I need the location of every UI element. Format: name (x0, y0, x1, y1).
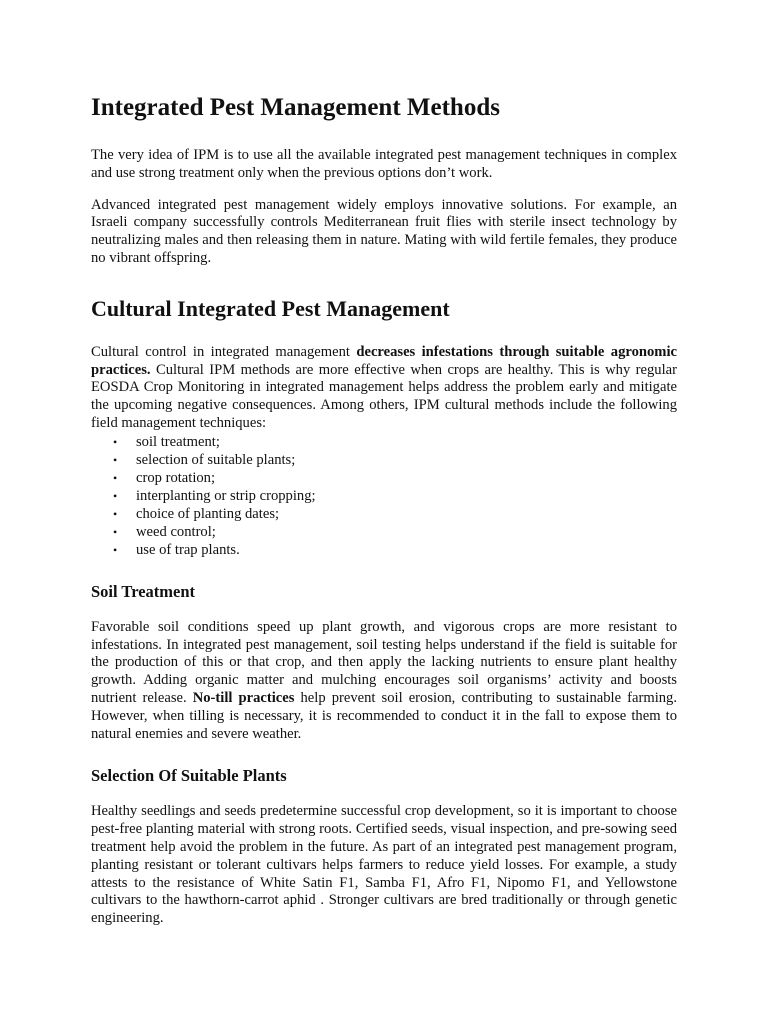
list-item (91, 469, 677, 487)
cultural-paragraph (91, 344, 677, 433)
soil-text-bold: No-till practices (192, 689, 295, 706)
list-item-text: selection of suitable plants; (136, 451, 296, 468)
list-item-text: use of trap plants. (136, 541, 240, 558)
cultural-heading: Cultural Integrated Pest Management (91, 295, 450, 321)
intro-paragraph-1: The very idea of IPM is to use all the available integrated pest management techniques in complex and use strong treatment only when the previous options don’t work. (91, 147, 677, 181)
list-item (91, 541, 677, 559)
document-page (91, 92, 677, 942)
soil-text-end: help prevent soil erosion, contributing to sustainable farming. However, when tilling is necessary, it is recommended to conduct it in the fall to expose them to natural enemies and severe weather. (91, 689, 677, 742)
soil-treatment-heading: Soil Treatment (91, 581, 196, 601)
plant-selection-heading: Selection Of Suitable Plants (91, 766, 287, 786)
soil-treatment-paragraph (91, 619, 677, 744)
list-item-text: weed control; (136, 523, 216, 540)
list-item (91, 433, 677, 451)
list-item-text: choice of planting dates; (136, 505, 280, 522)
bullet-icon: • (113, 524, 118, 539)
list-item (91, 487, 677, 505)
cultural-text-start: Cultural control in integrated management (91, 343, 357, 360)
bullet-icon: • (113, 506, 118, 521)
soil-text-start: Favorable soil conditions speed up plant growth, and vigorous crops are more resistant to infestations. In integrated pest management, soil testing helps understand if the field is suitable for the production of this or that crop, and then apply the lacking nutrients to ensure plant healthy growth. Adding organic matter and mulching encourages soil organisms’ activity and boosts nutrient release. (91, 618, 677, 706)
list-item-text: crop rotation; (136, 469, 216, 486)
cultural-methods-list (91, 433, 677, 559)
list-item (91, 451, 677, 469)
list-item (91, 505, 677, 523)
bullet-icon: • (113, 488, 118, 503)
cultural-text-bold: decreases infestations through suitable agronomic practices. (91, 343, 677, 378)
plant-selection-paragraph: Healthy seedlings and seeds predetermine successful crop development, so it is important to choose pest-free planting material with strong roots. Certified seeds, visual inspection, and pre-sowing seed treatment help avoid the problem in the future. As part of an integrated pest management program, planting resistant or tolerant cultivars helps farmers to reduce yield losses. For example, a study attests to the resistance of White Satin F1, Samba F1, Afro F1, Nipomo F1, and Yellowstone cultivars to the hawthorn-carrot aphid . Stronger cultivars are bred traditionally or through genetic engineering. (91, 803, 677, 927)
bullet-icon: • (113, 470, 118, 485)
bullet-icon: • (113, 542, 118, 557)
cultural-text-end: Cultural IPM methods are more effective when crops are healthy. This is why regular EOSDA Crop Monitoring in integrated management helps address the problem early and mitigate the upcoming negative consequences. Among others, IPM cultural methods include the following field management techniques: (91, 361, 677, 431)
list-item (91, 523, 677, 541)
intro-paragraph-2: Advanced integrated pest management widely employs innovative solutions. For example, an Israeli company successfully controls Mediterranean fruit flies with sterile insect technology by neutralizing males and then releasing them in nature. Mating with wild fertile females, they produce no vibrant offspring. (91, 196, 677, 266)
bullet-icon: • (113, 452, 118, 467)
bullet-icon: • (113, 434, 118, 449)
page-title: Integrated Pest Management Methods (91, 94, 500, 121)
list-item-text: interplanting or strip cropping; (136, 487, 316, 504)
list-item-text: soil treatment; (136, 433, 220, 450)
